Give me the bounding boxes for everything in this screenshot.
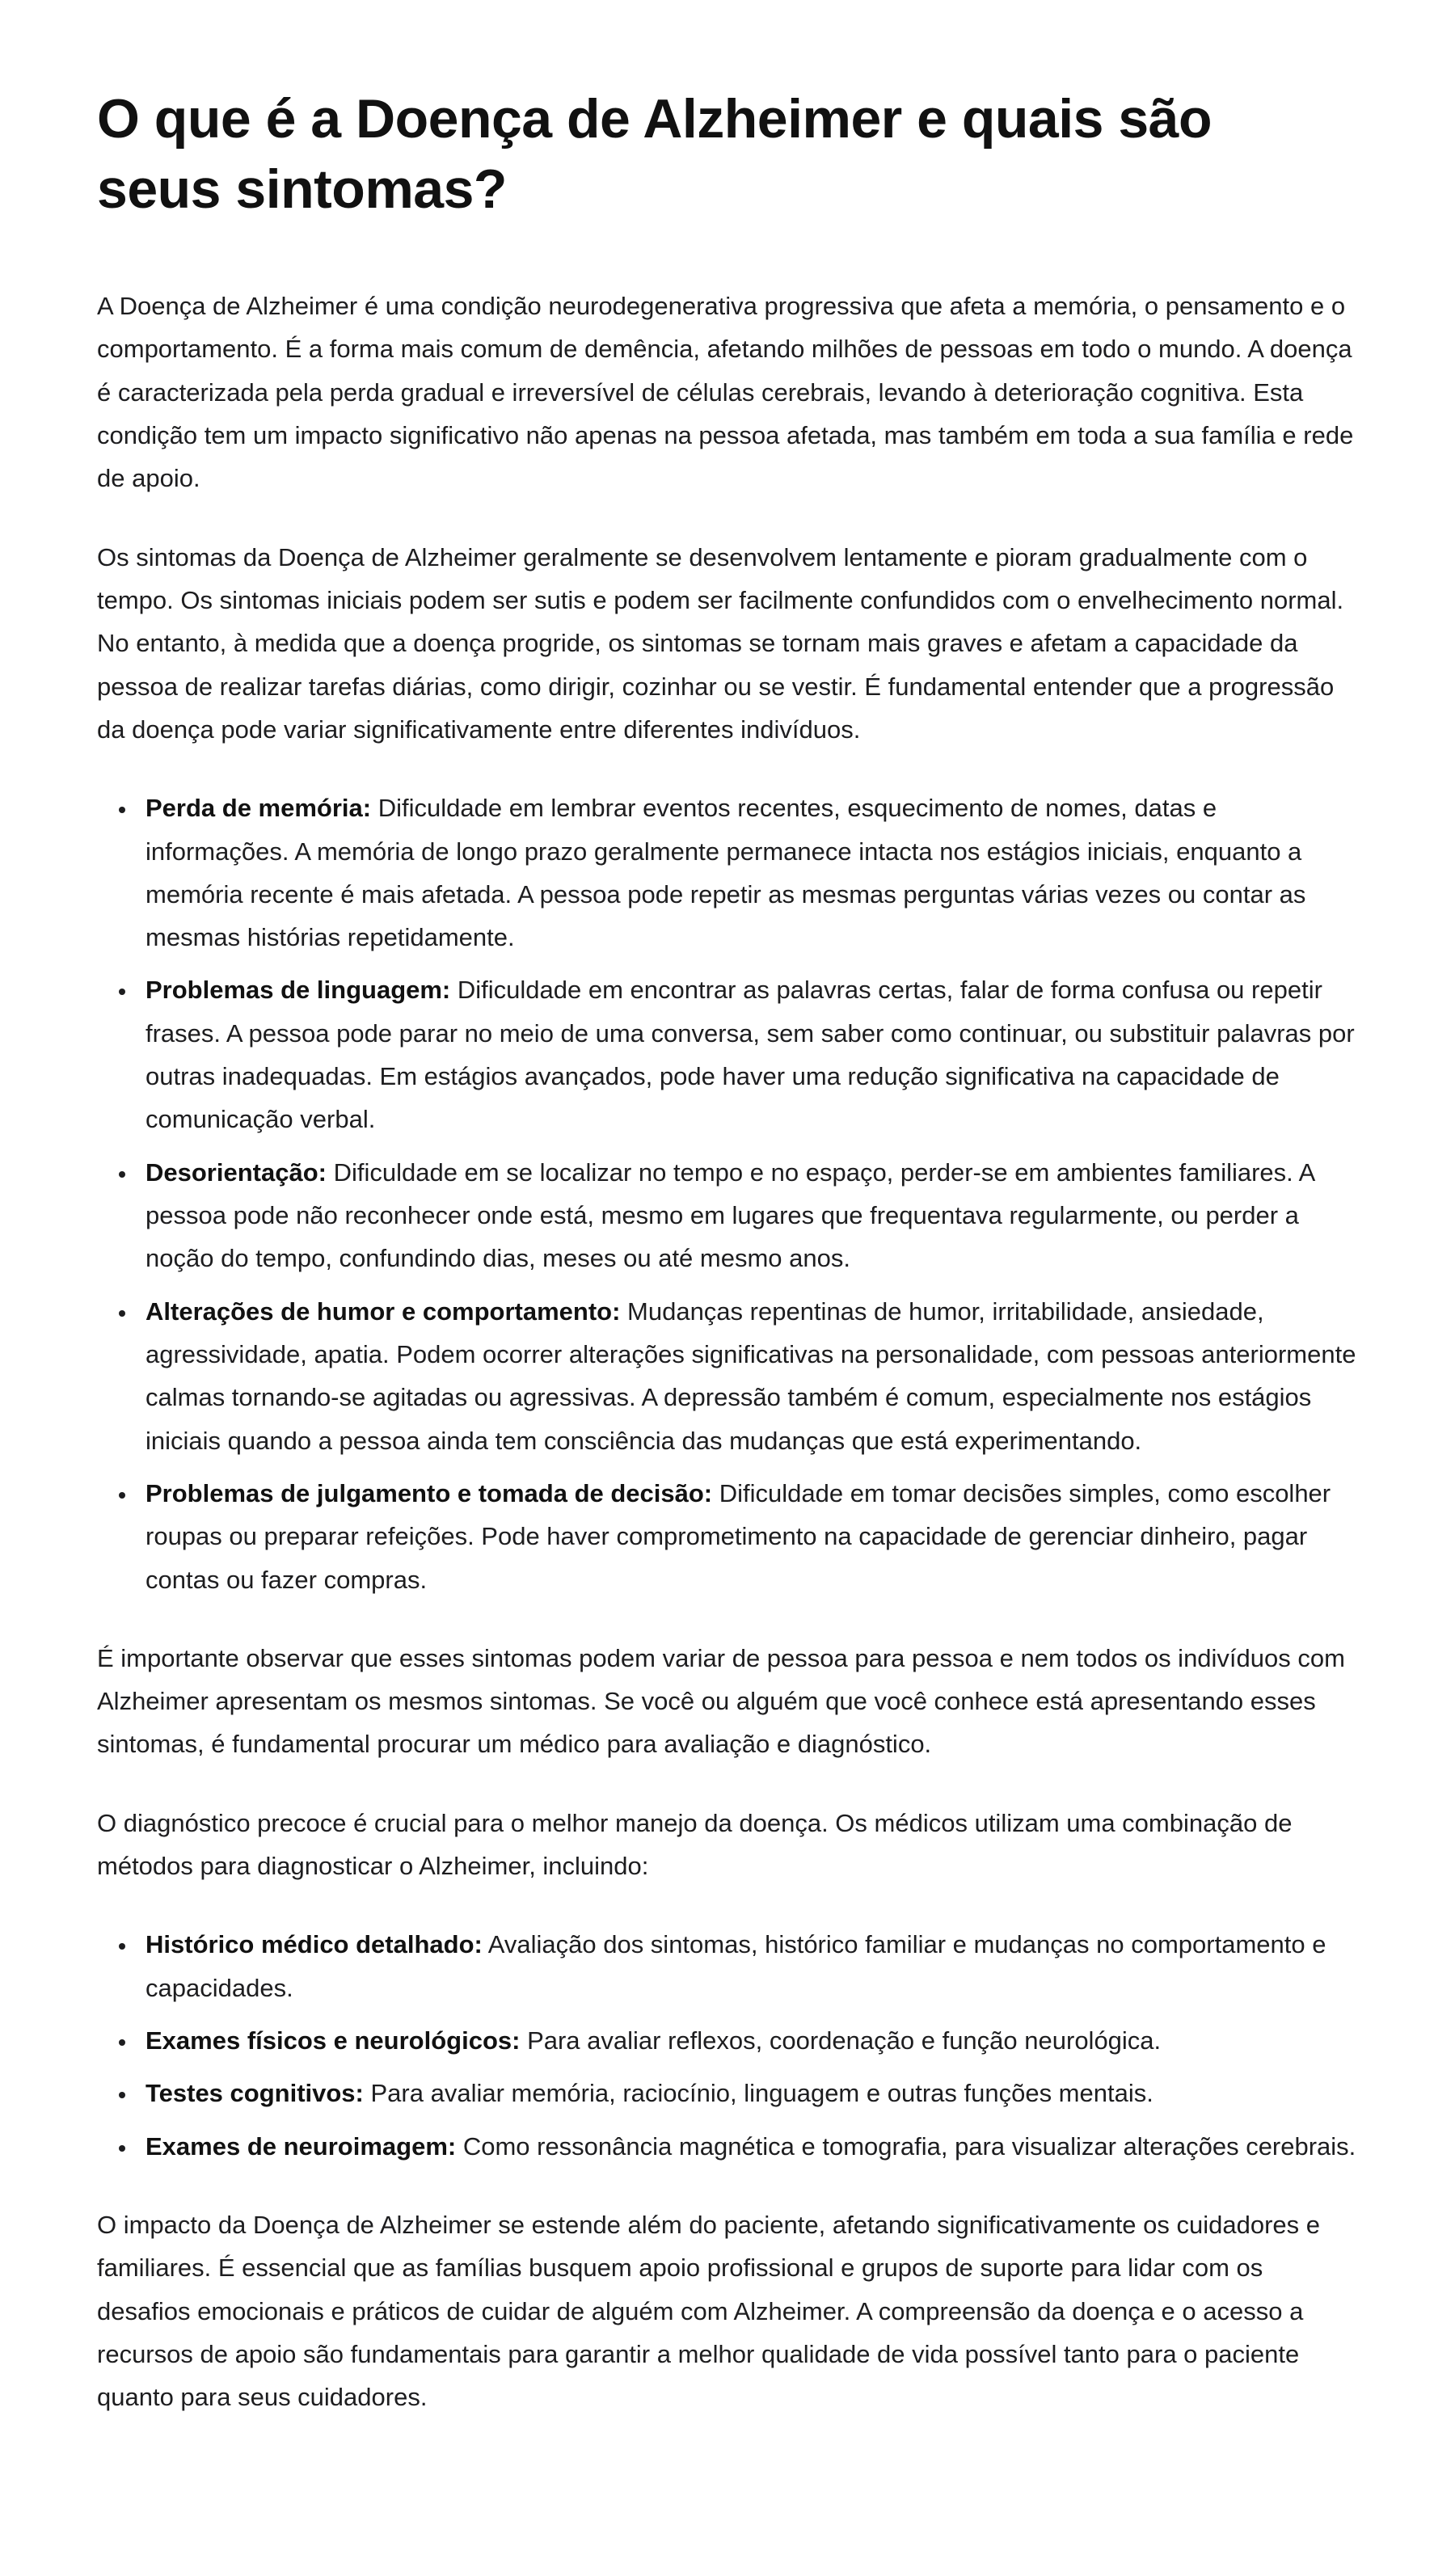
list-item: • Exames de neuroimagem: Como ressonância magnética e tomografia, para visualizar alterações cerebrais.	[137, 2125, 1360, 2168]
paragraph: O diagnóstico precoce é crucial para o melhor manejo da doença. Os médicos utilizam uma combinação de métodos para diagnosticar o Alzheimer, incluindo:	[97, 1808, 1293, 1881]
list-item-lead: Perda de memória:	[146, 794, 372, 823]
list-item: • Problemas de julgamento e tomada de decisão: Dificuldade em tomar decisões simples, como escolher roupas ou preparar refeições. Pode haver comprometimento na capacidade de gerenciar dinheiro, pagar contas ou fazer compras.	[137, 1472, 1360, 1601]
paragraph: É importante observar que esses sintomas podem variar de pessoa para pessoa e nem todos os indivíduos com Alzheimer apresentam os mesmos sintomas. Se você ou alguém que você conhece está apresentando esses sintomas, é fundamental procurar um médico para avaliação e diagnóstico.	[97, 1643, 1345, 1759]
paragraph: A Doença de Alzheimer é uma condição neurodegenerativa progressiva que afeta a memória, o pensamento e o comportamento. É a forma mais comum de demência, afetando milhões de pessoas em todo o mundo. A doença é caracterizada pela perda gradual e irreversível de células cerebrais, levando à deterioração cognitiva. Esta condição tem um impacto significativo não apenas na pessoa afetada, mas também em toda a sua família e rede de apoio.	[97, 292, 1354, 493]
paragraph: Os sintomas da Doença de Alzheimer geralmente se desenvolvem lentamente e pioram gradualmente com o tempo. Os sintomas iniciais podem ser sutis e podem ser facilmente confundidos com o envelhecimento normal. No entanto, à medida que a doença progride, os sintomas se tornam mais graves e afetam a capacidade da pessoa de realizar tarefas diárias, como dirigir, cozinhar ou se vestir. É fundamental entender que a progressão da doença pode variar significativamente entre diferentes indivíduos.	[97, 542, 1344, 744]
list-item: • Exames físicos e neurológicos: Para avaliar reflexos, coordenação e função neurológica.	[137, 2019, 1360, 2062]
list-item-lead: Exames de neuroimagem:	[146, 2131, 457, 2161]
list-item-lead: Alterações de humor e comportamento:	[146, 1296, 621, 1326]
list-item: • Desorientação: Dificuldade em se localizar no tempo e no espaço, perder-se em ambientes familiares. A pessoa pode não reconhecer onde está, mesmo em lugares que frequentava regularmente, ou perder a noção do tempo, confundindo dias, meses ou até mesmo anos.	[137, 1151, 1360, 1280]
list-item-lead: Desorientação:	[146, 1157, 327, 1187]
list-item: • Testes cognitivos: Para avaliar memória, raciocínio, linguagem e outras funções mentais.	[137, 2072, 1360, 2114]
list-item-lead: Exames físicos e neurológicos:	[146, 2026, 521, 2055]
list-item: • Alterações de humor e comportamento: Mudanças repentinas de humor, irritabilidade, ansiedade, agressividade, apatia. Podem ocorrer alterações significativas na personalidade, com pessoas anteriormente calmas tornando-se agitadas ou agressivas. A depressão também é comum, especialmente nos estágios iniciais quando a pessoa ainda tem consciência das mudanças que está experimentando.	[137, 1290, 1360, 1462]
list-item-lead: Histórico médico detalhado:	[146, 1930, 483, 1959]
list-item: • Problemas de linguagem: Dificuldade em encontrar as palavras certas, falar de forma confusa ou repetir frases. A pessoa pode parar no meio de uma conversa, sem saber como continuar, ou substituir palavras por outras inadequadas. Em estágios avançados, pode haver uma redução significativa na capacidade de comunicação verbal.	[137, 968, 1360, 1140]
article-body	[97, 285, 1360, 2418]
list-item-lead: Testes cognitivos:	[146, 2079, 364, 2108]
paragraph: O impacto da Doença de Alzheimer se estende além do paciente, afetando significativamente os cuidadores e familiares. É essencial que as famílias busquem apoio profissional e grupos de suporte para lidar com os desafios emocionais e práticos de cuidar de alguém com Alzheimer. A compreensão da doença e o acesso a recursos de apoio são fundamentais para garantir a melhor qualidade de vida possível tanto para o paciente quanto para seus cuidadores.	[97, 2210, 1321, 2412]
bullet-list	[97, 786, 1360, 1601]
list-item: • Histórico médico detalhado: Avaliação dos sintomas, histórico familiar e mudanças no comportamento e capacidades.	[137, 1923, 1360, 2009]
page-title: O que é a Doença de Alzheimer e quais são seus sintomas?	[97, 88, 1212, 221]
list-item-lead: Problemas de julgamento e tomada de decisão:	[146, 1478, 713, 1507]
list-item-lead: Problemas de linguagem:	[146, 976, 451, 1005]
bullet-list	[97, 1923, 1360, 2168]
list-item: • Perda de memória: Dificuldade em lembrar eventos recentes, esquecimento de nomes, datas e informações. A memória de longo prazo geralmente permanece intacta nos estágios iniciais, enquanto a memória recente é mais afetada. A pessoa pode repetir as mesmas perguntas várias vezes ou contar as mesmas histórias repetidamente.	[137, 786, 1360, 959]
